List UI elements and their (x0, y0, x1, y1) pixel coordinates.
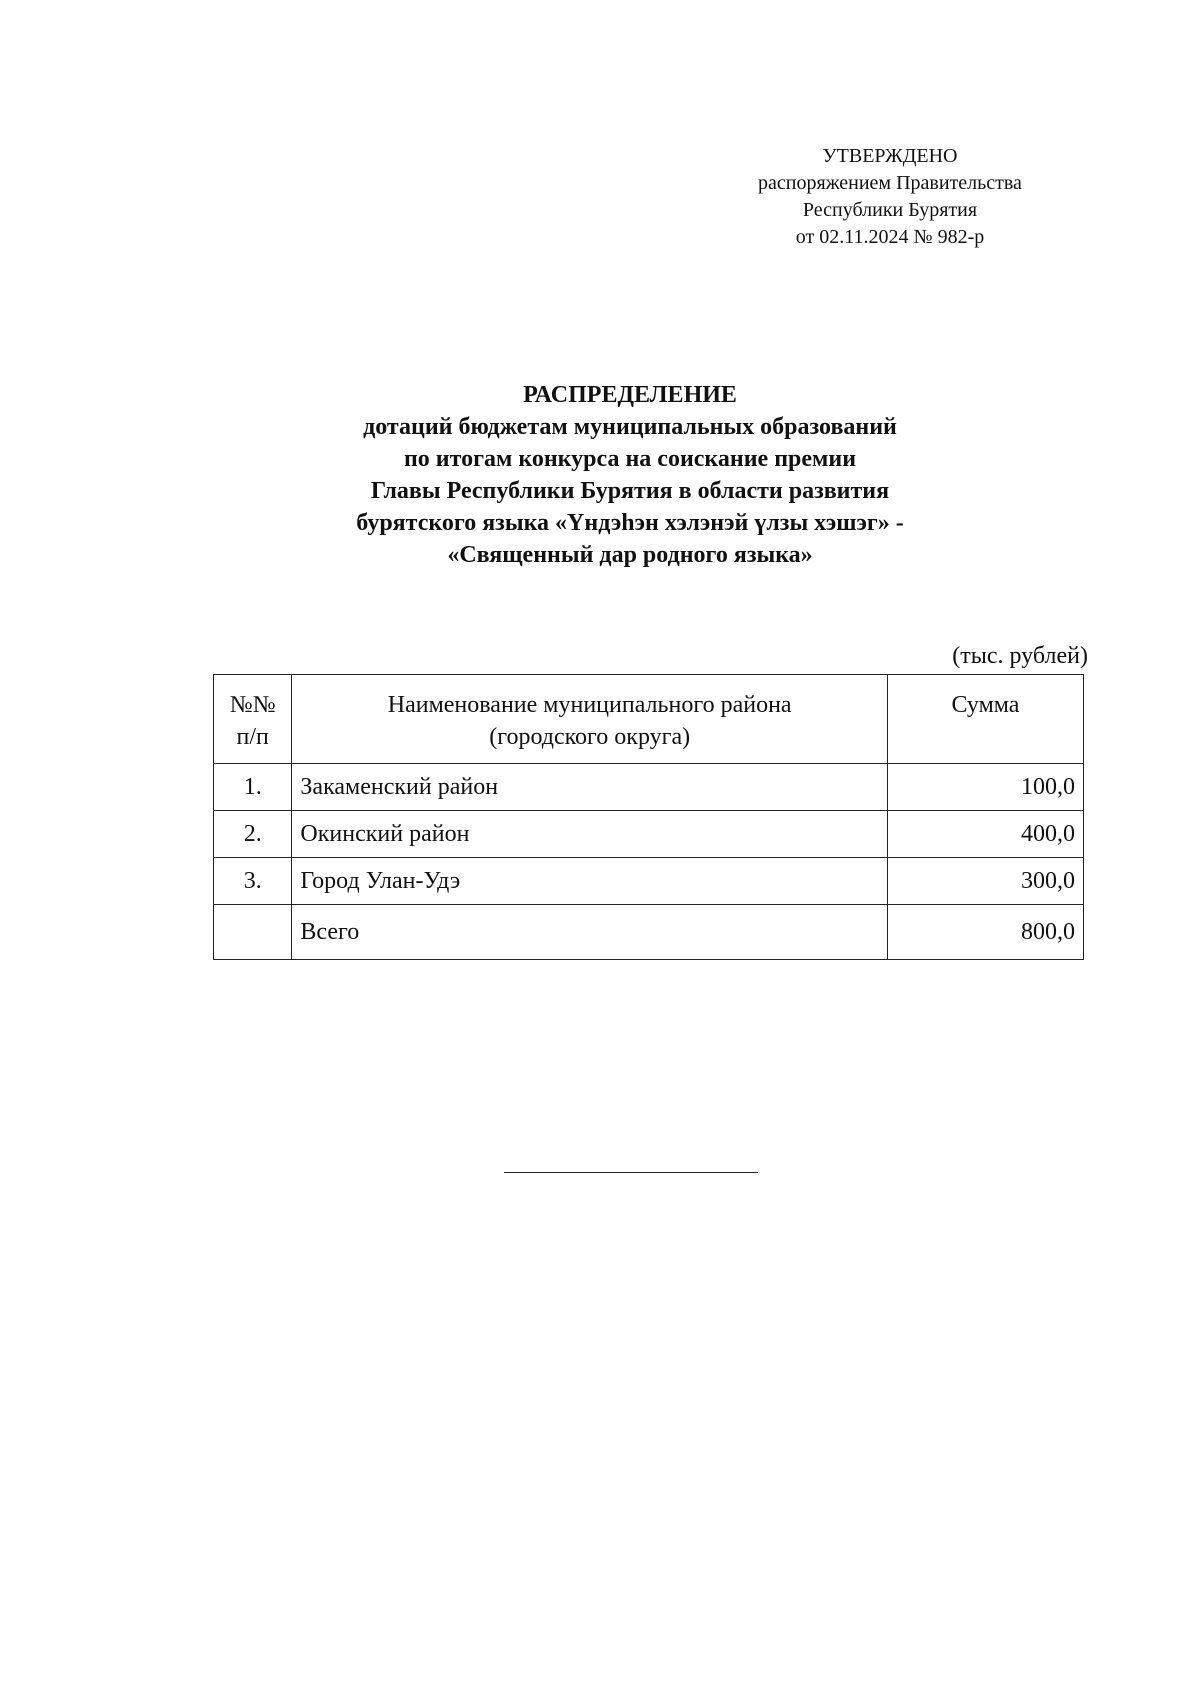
header-number-line-2: п/п (236, 724, 269, 750)
table-header-row (214, 675, 1084, 764)
table-row (214, 764, 1084, 811)
distribution-table (213, 674, 1084, 960)
header-number (214, 675, 292, 764)
total-row (214, 905, 1084, 960)
total-label: Всего (292, 905, 888, 960)
total-number-empty (214, 905, 292, 960)
title-line-4: бурятского языка «Үндэhэн хэлэнэй үлзы хэшэг» - (356, 510, 904, 536)
header-sum: Сумма (887, 675, 1083, 764)
approval-republic: Республики Бурятия (802, 199, 978, 221)
title-line-3: Главы Республики Бурятия в области развития (370, 478, 890, 504)
header-number-line-1: №№ (229, 692, 276, 718)
header-name-line-1: Наименование муниципального района (387, 692, 792, 718)
document-title (200, 379, 1060, 571)
title-line-2: по итогам конкурса на соискание премии (403, 446, 857, 472)
table-row (214, 811, 1084, 858)
row-number: 2. (214, 811, 292, 858)
table-row (214, 858, 1084, 905)
units-label: (тыс. рублей) (952, 643, 1088, 669)
row-number: 3. (214, 858, 292, 905)
header-name-line-2: (городского округа) (489, 724, 691, 750)
row-name: Закаменский район (292, 764, 888, 811)
row-sum: 100,0 (887, 764, 1083, 811)
row-name: Город Улан-Удэ (292, 858, 888, 905)
title-heading: РАСПРЕДЕЛЕНИЕ (523, 382, 737, 408)
approval-title: УТВЕРЖДЕНО (822, 145, 958, 167)
approval-date-number: от 02.11.2024 № 982-р (795, 226, 985, 248)
title-line-5: «Священный дар родного языка» (447, 542, 813, 568)
row-name: Окинский район (292, 811, 888, 858)
row-sum: 300,0 (887, 858, 1083, 905)
row-number: 1. (214, 764, 292, 811)
header-name (292, 675, 888, 764)
approval-stamp (720, 143, 1060, 251)
total-sum: 800,0 (887, 905, 1083, 960)
closing-divider (504, 1172, 758, 1173)
approval-authority: распоряжением Правительства (758, 172, 1022, 194)
title-line-1: дотаций бюджетам муниципальных образований (363, 414, 897, 440)
row-sum: 400,0 (887, 811, 1083, 858)
